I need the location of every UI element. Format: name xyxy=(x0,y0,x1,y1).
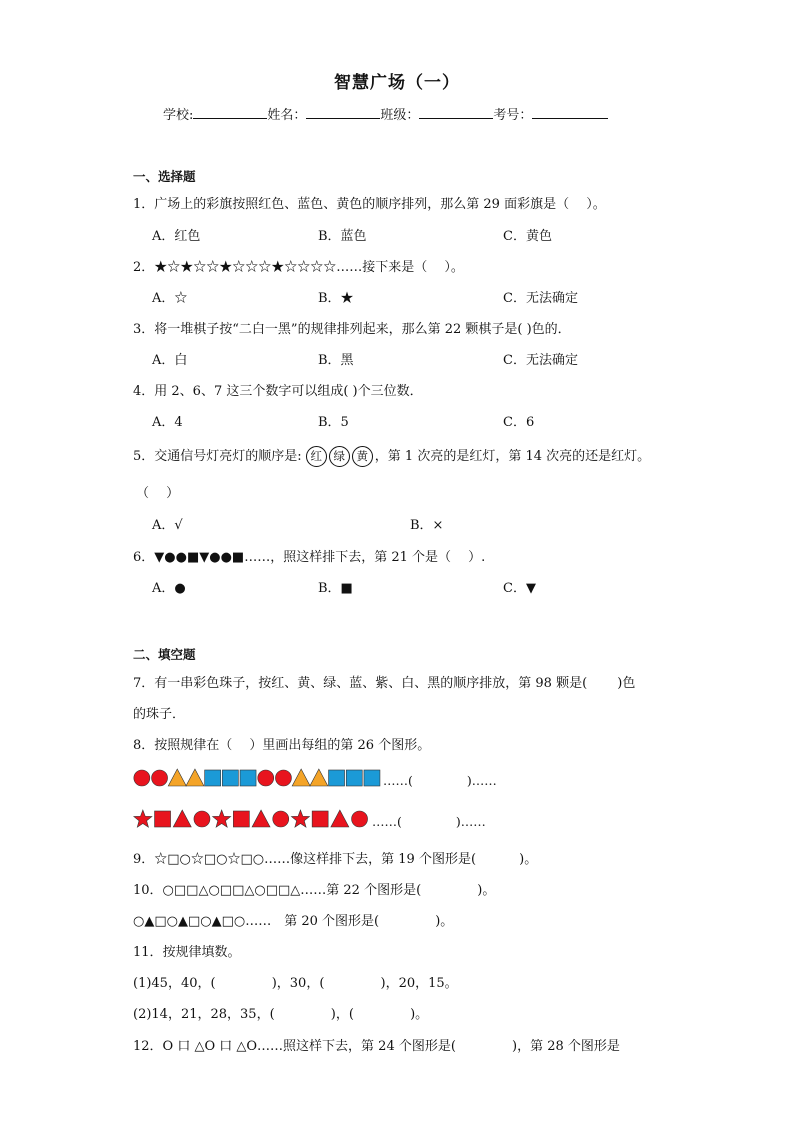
red-circle-icon xyxy=(352,811,368,827)
orange-triangle-icon xyxy=(168,769,186,786)
section-choice-heading: 一、选择题 xyxy=(133,169,196,184)
class-blank[interactable] xyxy=(419,106,493,119)
question-2: 2．★☆★☆☆★☆☆☆★☆☆☆☆……接下来是（ ）。 xyxy=(133,260,464,275)
q1-option-a[interactable]: A．红色 xyxy=(152,229,201,244)
q8-row-1-shapes xyxy=(133,768,383,788)
page-title: 智慧广场（一） xyxy=(334,73,460,93)
question-7-line-1: 7．有一串彩色珠子，按红、黄、绿、蓝、紫、白、黑的顺序排放，第 98 颗是( )色 xyxy=(133,676,636,691)
q6-option-a[interactable]: A．● xyxy=(152,581,186,596)
school-blank[interactable] xyxy=(193,106,267,119)
red-square-icon xyxy=(312,811,328,827)
school-label: 学校: xyxy=(163,108,194,123)
orange-triangle-icon xyxy=(292,769,310,786)
question-10-line-1: 10．○□□△○□□△○□□△……第 22 个图形是( )。 xyxy=(133,883,496,898)
number-blank[interactable] xyxy=(532,106,608,119)
q6-option-c[interactable]: C．▼ xyxy=(503,581,536,596)
q5-prefix: 5．交通信号灯亮灯的顺序是: xyxy=(133,449,302,464)
blue-square-icon xyxy=(329,770,345,786)
question-1: 1．广场上的彩旗按照红色、蓝色、黄色的顺序排列，那么第 29 面彩旗是（ ）。 xyxy=(133,197,606,212)
q2-option-c[interactable]: C．无法确定 xyxy=(503,291,578,306)
question-8: 8．按照规律在（ ）里画出每组的第 26 个图形。 xyxy=(133,738,431,753)
red-star-icon xyxy=(213,810,231,827)
traffic-light-yellow-icon: 黄 xyxy=(352,446,373,467)
red-circle-icon xyxy=(275,770,291,786)
q3-option-c[interactable]: C．无法确定 xyxy=(503,353,578,368)
q4-option-c[interactable]: C．6 xyxy=(503,415,535,430)
blue-square-icon xyxy=(240,770,256,786)
q8-shape-row-1 xyxy=(133,768,383,788)
red-square-icon xyxy=(233,811,249,827)
question-4: 4．用 2、6、7 这三个数字可以组成( )个三位数． xyxy=(133,384,423,399)
name-blank[interactable] xyxy=(306,106,380,119)
red-circle-icon xyxy=(152,770,168,786)
q5-option-b[interactable]: B．× xyxy=(410,518,444,533)
red-circle-icon xyxy=(258,770,274,786)
question-11-part-2: (2)14，21，28，35，( )，( )。 xyxy=(133,1007,429,1022)
red-circle-icon xyxy=(273,811,289,827)
orange-triangle-icon xyxy=(310,769,328,786)
q6-option-b[interactable]: B．■ xyxy=(318,581,353,596)
q2-option-a[interactable]: A．☆ xyxy=(152,291,188,306)
q1-option-c[interactable]: C．黄色 xyxy=(503,229,552,244)
red-circle-icon xyxy=(134,770,150,786)
red-star-icon xyxy=(134,810,152,827)
name-label: 姓名： xyxy=(267,108,307,123)
traffic-light-green-icon: 绿 xyxy=(329,446,350,467)
question-10-line-2: ○▲□○▲□○▲□○…… 第 20 个图形是( )。 xyxy=(133,914,454,929)
q8-row-1-answer[interactable]: ……( )…… xyxy=(383,773,497,788)
question-3: 3．将一堆棋子按“二白一黑”的规律排列起来，那么第 22 颗棋子是( )色的． xyxy=(133,322,571,337)
question-12: 12．O 口 △O 口 △O……照这样下去，第 24 个图形是( )，第 28 个图形是 xyxy=(133,1039,620,1054)
orange-triangle-icon xyxy=(186,769,204,786)
question-9: 9．☆□○☆□○☆□○……像这样排下去，第 19 个图形是( )。 xyxy=(133,852,538,867)
question-5 xyxy=(133,445,650,467)
question-6: 6．▼●●■▼●●■……，照这样排下去，第 21 个是（ ）. xyxy=(133,550,486,565)
q5-suffix: ，第 1 次亮的是红灯，第 14 次亮的还是红灯。 xyxy=(374,449,651,464)
q4-option-a[interactable]: A．4 xyxy=(152,415,183,430)
red-triangle-icon xyxy=(331,810,349,827)
number-label: 考号： xyxy=(493,108,533,123)
red-circle-icon xyxy=(194,811,210,827)
question-7-line-2: 的珠子． xyxy=(133,707,186,722)
q5-option-a[interactable]: A．√ xyxy=(152,518,183,533)
q8-row-2-answer[interactable]: ……( )…… xyxy=(372,814,486,829)
blue-square-icon xyxy=(346,770,362,786)
red-triangle-icon xyxy=(173,810,191,827)
q3-option-b[interactable]: B．黑 xyxy=(318,353,354,368)
q4-option-b[interactable]: B．5 xyxy=(318,415,349,430)
red-star-icon xyxy=(291,810,309,827)
question-11-part-1: (1)45，40，( )，30，( )，20，15。 xyxy=(133,976,458,991)
q8-shape-row-2 xyxy=(133,809,373,829)
blue-square-icon xyxy=(364,770,380,786)
q1-option-b[interactable]: B．蓝色 xyxy=(318,229,367,244)
question-11: 11．按规律填数。 xyxy=(133,945,241,960)
class-label: 班级： xyxy=(380,108,420,123)
q5-answer-paren: （ ） xyxy=(136,486,180,501)
q8-row-2-shapes xyxy=(133,809,373,829)
q2-option-b[interactable]: B．★ xyxy=(318,291,354,306)
red-square-icon xyxy=(155,811,171,827)
blue-square-icon xyxy=(222,770,238,786)
blue-square-icon xyxy=(205,770,221,786)
student-info-line xyxy=(163,104,608,123)
traffic-light-red-icon: 红 xyxy=(306,446,327,467)
section-fill-heading: 二、填空题 xyxy=(133,647,196,662)
q3-option-a[interactable]: A．白 xyxy=(152,353,188,368)
red-triangle-icon xyxy=(252,810,270,827)
